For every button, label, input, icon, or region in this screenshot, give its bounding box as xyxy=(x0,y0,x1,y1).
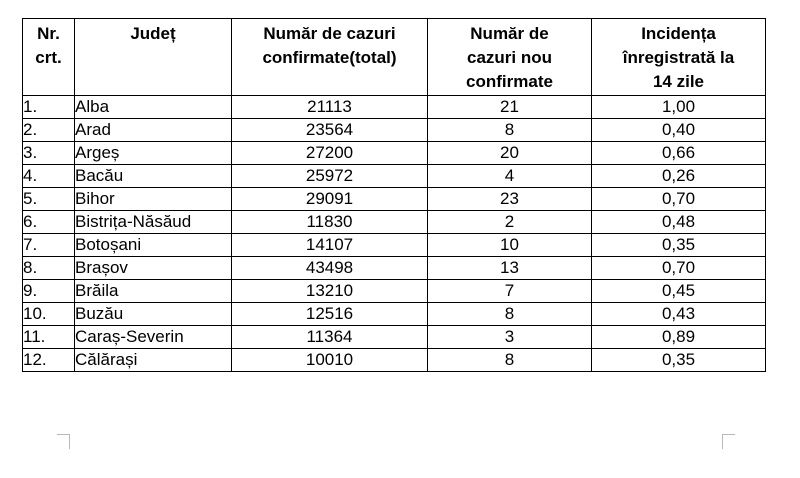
header-incidence: Incidența înregistrată la 14 zile xyxy=(592,19,766,96)
cell-new-cases: 3 xyxy=(428,326,592,349)
cell-incidence: 0,35 xyxy=(592,349,766,372)
cell-nr: 1. xyxy=(23,96,75,119)
cell-total-cases: 29091 xyxy=(232,188,428,211)
cell-incidence: 0,66 xyxy=(592,142,766,165)
cell-judet: Alba xyxy=(75,96,232,119)
table-row xyxy=(23,280,766,303)
cell-nr: 10. xyxy=(23,303,75,326)
cell-total-cases: 25972 xyxy=(232,165,428,188)
table-row xyxy=(23,211,766,234)
cell-incidence: 0,70 xyxy=(592,188,766,211)
table-row xyxy=(23,165,766,188)
cell-new-cases: 21 xyxy=(428,96,592,119)
header-nr: Nr. crt. xyxy=(23,19,75,96)
cell-nr: 11. xyxy=(23,326,75,349)
cell-nr: 5. xyxy=(23,188,75,211)
cell-judet: Botoșani xyxy=(75,234,232,257)
cell-nr: 8. xyxy=(23,257,75,280)
cell-judet: Călărași xyxy=(75,349,232,372)
cell-nr: 12. xyxy=(23,349,75,372)
table-row xyxy=(23,234,766,257)
cell-incidence: 0,48 xyxy=(592,211,766,234)
cell-judet: Bistrița-Năsăud xyxy=(75,211,232,234)
cell-new-cases: 8 xyxy=(428,349,592,372)
cell-new-cases: 23 xyxy=(428,188,592,211)
header-new-cases: Număr de cazuri nou confirmate xyxy=(428,19,592,96)
cell-new-cases: 7 xyxy=(428,280,592,303)
page-corner-mark-left xyxy=(57,434,70,449)
cell-new-cases: 2 xyxy=(428,211,592,234)
cell-incidence: 0,43 xyxy=(592,303,766,326)
table-header xyxy=(23,19,766,96)
cell-incidence: 0,26 xyxy=(592,165,766,188)
table-row xyxy=(23,326,766,349)
table-body xyxy=(23,96,766,372)
table-row xyxy=(23,96,766,119)
table-row xyxy=(23,349,766,372)
cell-incidence: 0,35 xyxy=(592,234,766,257)
cell-total-cases: 43498 xyxy=(232,257,428,280)
cell-new-cases: 4 xyxy=(428,165,592,188)
cell-incidence: 0,40 xyxy=(592,119,766,142)
cell-nr: 2. xyxy=(23,119,75,142)
cell-judet: Caraș-Severin xyxy=(75,326,232,349)
header-row xyxy=(23,19,766,96)
cell-nr: 7. xyxy=(23,234,75,257)
cell-new-cases: 13 xyxy=(428,257,592,280)
cell-total-cases: 12516 xyxy=(232,303,428,326)
cell-judet: Brăila xyxy=(75,280,232,303)
table-row xyxy=(23,257,766,280)
cell-nr: 4. xyxy=(23,165,75,188)
cell-incidence: 1,00 xyxy=(592,96,766,119)
cell-nr: 6. xyxy=(23,211,75,234)
header-total-cases: Număr de cazuri confirmate(total) xyxy=(232,19,428,96)
page-corner-mark-right xyxy=(722,434,735,449)
cell-total-cases: 13210 xyxy=(232,280,428,303)
cell-incidence: 0,70 xyxy=(592,257,766,280)
cell-judet: Arad xyxy=(75,119,232,142)
cell-incidence: 0,45 xyxy=(592,280,766,303)
table-row xyxy=(23,188,766,211)
cell-new-cases: 8 xyxy=(428,119,592,142)
table-row xyxy=(23,119,766,142)
cell-total-cases: 10010 xyxy=(232,349,428,372)
cell-judet: Argeș xyxy=(75,142,232,165)
cell-total-cases: 23564 xyxy=(232,119,428,142)
header-judet: Județ xyxy=(75,19,232,96)
cell-judet: Bihor xyxy=(75,188,232,211)
cell-total-cases: 14107 xyxy=(232,234,428,257)
cell-new-cases: 10 xyxy=(428,234,592,257)
cell-new-cases: 20 xyxy=(428,142,592,165)
cell-nr: 9. xyxy=(23,280,75,303)
cell-total-cases: 21113 xyxy=(232,96,428,119)
cell-total-cases: 11830 xyxy=(232,211,428,234)
cases-table xyxy=(22,18,766,372)
table-row xyxy=(23,303,766,326)
cell-judet: Brașov xyxy=(75,257,232,280)
cell-new-cases: 8 xyxy=(428,303,592,326)
cell-nr: 3. xyxy=(23,142,75,165)
table-row xyxy=(23,142,766,165)
cell-judet: Bacău xyxy=(75,165,232,188)
cell-judet: Buzău xyxy=(75,303,232,326)
cell-incidence: 0,89 xyxy=(592,326,766,349)
cell-total-cases: 11364 xyxy=(232,326,428,349)
cell-total-cases: 27200 xyxy=(232,142,428,165)
